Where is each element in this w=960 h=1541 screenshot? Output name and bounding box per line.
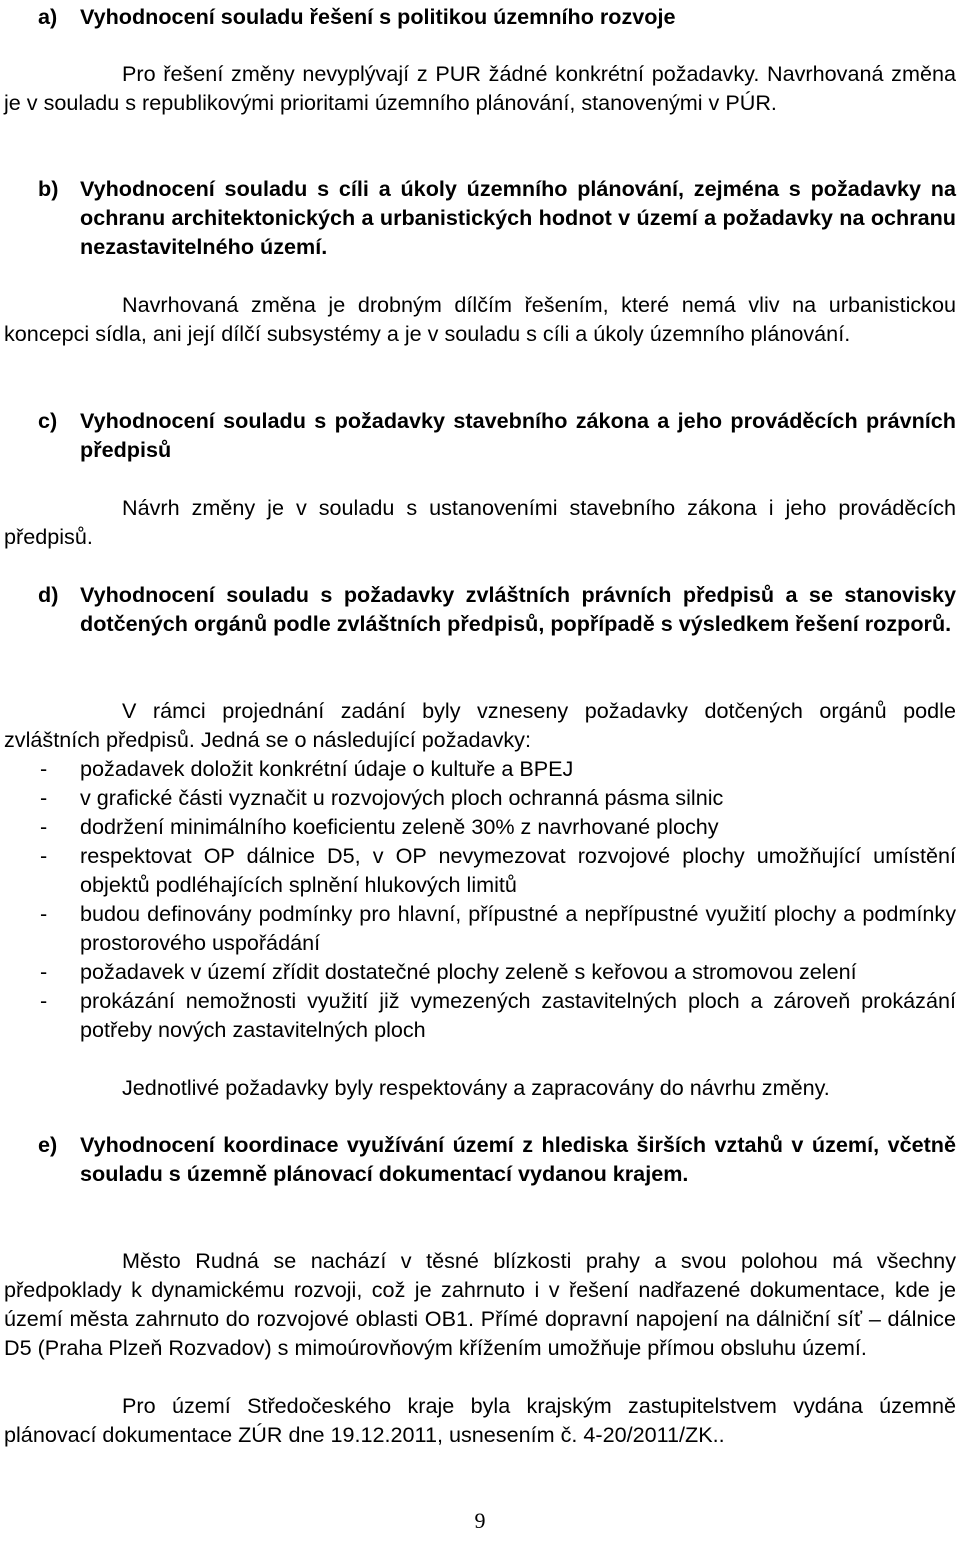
section-a-heading-text: Vyhodnocení souladu řešení s politikou územního rozvoje bbox=[80, 4, 676, 29]
list-item-text: budou definovány podmínky pro hlavní, přípustné a nepřípustné využití plochy a podmínky prostorového uspořádání bbox=[80, 901, 956, 955]
list-dash: - bbox=[40, 901, 48, 926]
list-item-text: požadavek doložit konkrétní údaje o kultuře a BPEJ bbox=[80, 756, 574, 781]
section-b-marker: b) bbox=[38, 176, 59, 201]
section-c-heading-text: Vyhodnocení souladu s požadavky stavebního zákona a jeho prováděcích právních předpisů bbox=[80, 408, 956, 462]
list-item bbox=[4, 841, 956, 899]
list-dash: - bbox=[40, 756, 48, 781]
list-item bbox=[4, 783, 956, 812]
list-item-text: respektovat OP dálnice D5, v OP nevymezovat rozvojové plochy umožňující umístění objektů podléhajících splnění hlukových limitů bbox=[80, 843, 956, 897]
section-e-paragraph-1 bbox=[4, 1246, 956, 1362]
section-d-paragraph-text: V rámci projednání zadání byly vzneseny požadavky dotčených orgánů podle zvláštních předpisů. Jedná se o následující požadavky: bbox=[4, 698, 956, 752]
section-e-paragraph-1-text: Město Rudná se nachází v těsné blízkosti prahy a svou polohou má všechny předpoklady k dynamickému rozvoji, což je zahrnuto i v řešení nadřazené dokumentace, kde je území města zahrnuto do rozvojové oblasti OB1. Přímé dopravní napojení na dálniční síť – dálnice D5 (Praha Plzeň Rozvadov) s mimoúrovňovým křížením umožňuje přímou obsluhu území. bbox=[4, 1248, 956, 1360]
section-d-heading-text: Vyhodnocení souladu s požadavky zvláštních právních předpisů a se stanovisky dotčených orgánů podle zvláštních předpisů, popřípadě s výsledkem řešení rozporů. bbox=[80, 582, 956, 636]
list-item bbox=[4, 754, 956, 783]
list-dash: - bbox=[40, 843, 48, 868]
section-c-heading bbox=[4, 406, 956, 464]
section-c-marker: c) bbox=[38, 408, 58, 433]
section-a-paragraph-text: Pro řešení změny nevyplývají z PUR žádné konkrétní požadavky. Navrhovaná změna je v souladu s republikovými prioritami územního plánování, stanovenými v PÚR. bbox=[4, 61, 956, 115]
list-dash: - bbox=[40, 814, 48, 839]
requirements-list bbox=[4, 754, 956, 1044]
section-a-paragraph bbox=[4, 59, 956, 117]
section-b-paragraph-text: Navrhovaná změna je drobným dílčím řešením, které nemá vliv na urbanistickou koncepci sídla, ani její dílčí subsystémy a je v souladu s cíli a úkoly územního plánování. bbox=[4, 292, 956, 346]
section-c-paragraph-text: Návrh změny je v souladu s ustanoveními stavebního zákona i jeho prováděcích předpisů. bbox=[4, 495, 956, 549]
section-e-paragraph-2-text: Pro území Středočeského kraje byla krajským zastupitelstvem vydána územně plánovací dokumentace ZÚR dne 19.12.2011, usnesením č. 4-20/2011/ZK.. bbox=[4, 1393, 956, 1447]
section-a-heading bbox=[4, 2, 956, 31]
section-b-paragraph bbox=[4, 290, 956, 348]
list-item-text: požadavek v území zřídit dostatečné plochy zeleně s keřovou a stromovou zelení bbox=[80, 959, 857, 984]
section-e-heading bbox=[4, 1130, 956, 1188]
section-d-marker: d) bbox=[38, 582, 59, 607]
list-item bbox=[4, 899, 956, 957]
list-dash: - bbox=[40, 785, 48, 810]
list-dash: - bbox=[40, 988, 48, 1013]
section-d-paragraph bbox=[4, 696, 956, 754]
list-dash: - bbox=[40, 959, 48, 984]
list-item-text: prokázání nemožnosti využití již vymezených zastavitelných ploch a zároveň prokázání potřeby nových zastavitelných ploch bbox=[80, 988, 956, 1042]
list-item bbox=[4, 812, 956, 841]
section-d-closing: Jednotlivé požadavky byly respektovány a zapracovány do návrhu změny. bbox=[122, 1075, 830, 1100]
list-item bbox=[4, 986, 956, 1044]
section-b-heading bbox=[4, 174, 956, 261]
section-b-heading-text: Vyhodnocení souladu s cíli a úkoly územního plánování, zejména s požadavky na ochranu architektonických a urbanistických hodnot v území a požadavky na ochranu nezastavitelného území. bbox=[80, 176, 956, 259]
list-item-text: v grafické části vyznačit u rozvojových ploch ochranná pásma silnic bbox=[80, 785, 724, 810]
section-c-paragraph bbox=[4, 493, 956, 551]
page-number: 9 bbox=[474, 1508, 486, 1533]
section-e-marker: e) bbox=[38, 1132, 58, 1157]
list-item-text: dodržení minimálního koeficientu zeleně 30% z navrhované plochy bbox=[80, 814, 719, 839]
section-a-marker: a) bbox=[38, 4, 58, 29]
section-e-paragraph-2 bbox=[4, 1391, 956, 1449]
section-d-heading bbox=[4, 580, 956, 638]
section-e-heading-text: Vyhodnocení koordinace využívání území z hlediska širších vztahů v území, včetně souladu s územně plánovací dokumentací vydanou krajem. bbox=[80, 1132, 956, 1186]
list-item bbox=[4, 957, 956, 986]
